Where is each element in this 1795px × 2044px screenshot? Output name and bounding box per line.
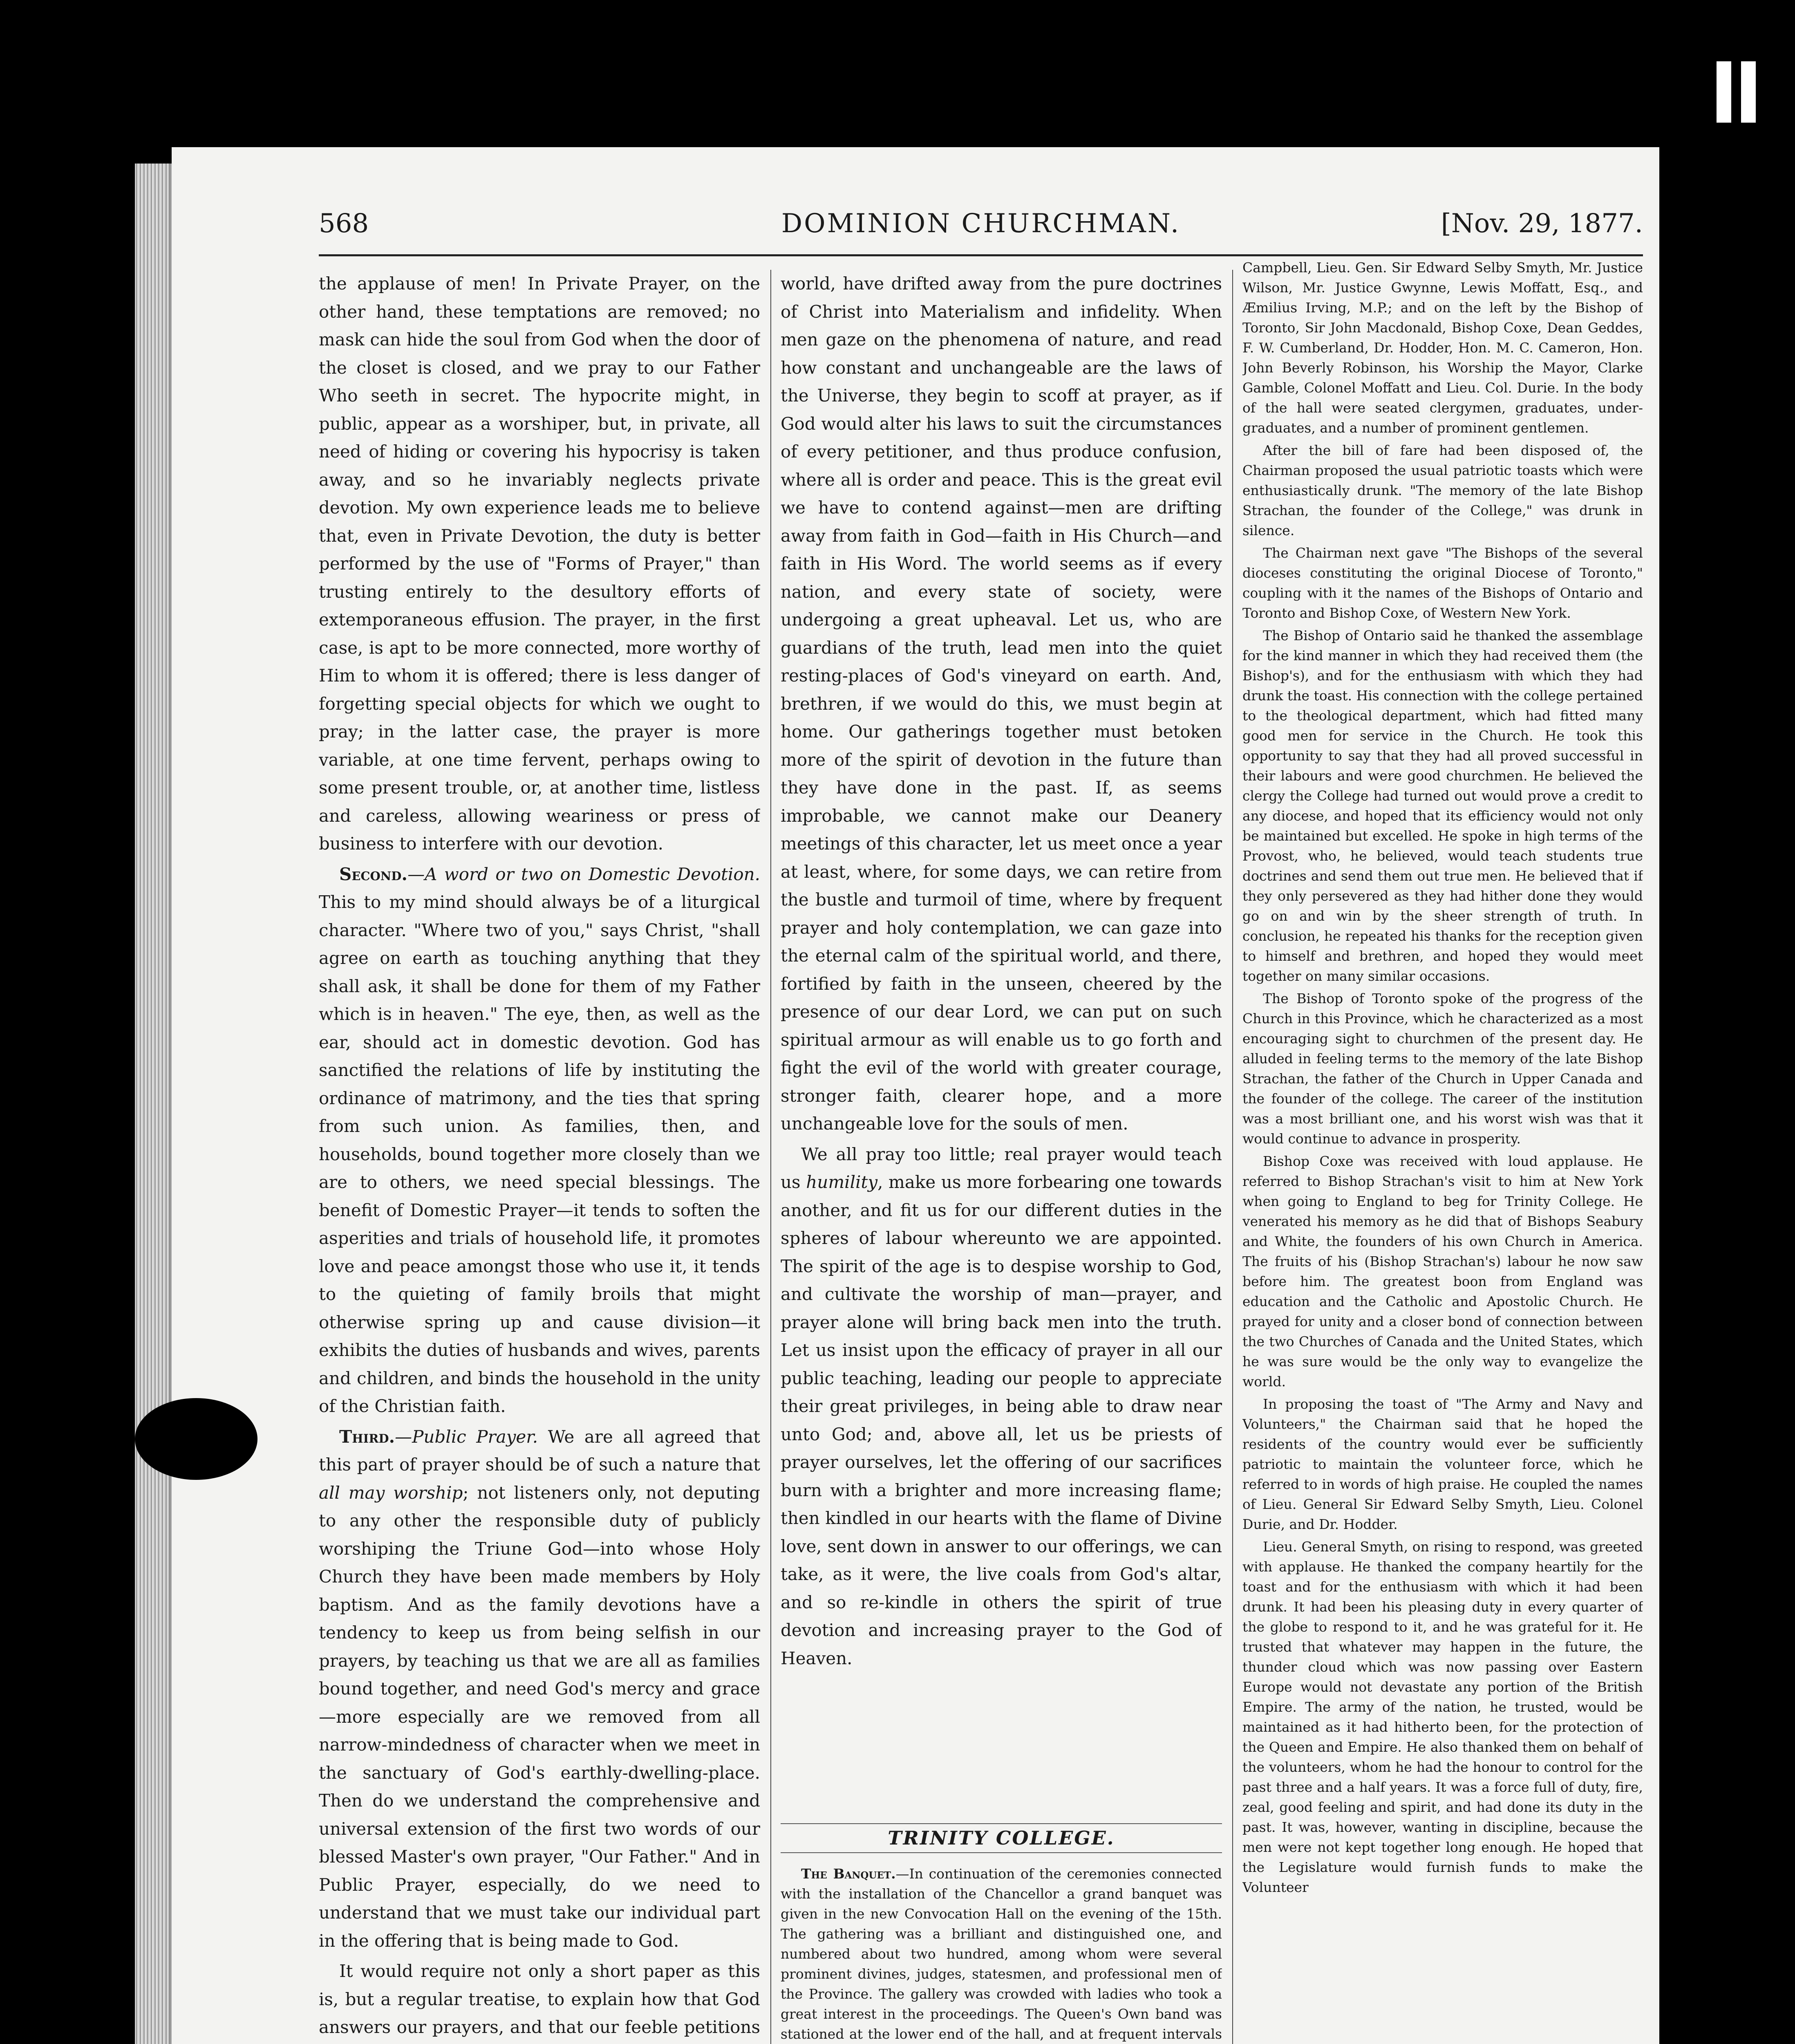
section-heading: Third. <box>339 1426 395 1447</box>
paragraph: The Chairman next gave "The Bishops of the several dioceses constituting the original Diocese of Toronto," coupling with it the names of the Bishops of Ontario and Toronto and Bishop Coxe, of Western New York. <box>1242 545 1643 621</box>
paragraph-text: ; not listeners only, not deputing to any other the responsible duty of publicly worshiping the Triune God—into whose Holy Church they have been made members by Holy baptism. And as the family devotions have a tendency to keep us from being selfish in our prayers, by teaching us that we are all as families bound together, and need God's mercy and grace—more especially are we removed from all narrow-mindedness of character when we meet in the sanctuary of God's earthly-dwelling-place. Then do we understand the comprehensive and universal extension of the first two words of our blessed Master's own prayer, "Our Father." And in Public Prayer, especially, do we need to understand that we must take our individual part in the offering that is being made to God. <box>319 1482 760 1951</box>
column-3 <box>1242 258 1643 2044</box>
paragraph: Bishop Coxe was received with loud applause. He referred to Bishop Strachan's visit to him at New York when going to England to beg for Trinity College. He venerated his memory as he did that of Bishops Seabury and White, the founders of his own Church in America. The fruits of his (Bishop Strachan's) labour he now saw before him. The greatest boon from England was education and the Catholic and Apostolic Church. He prayed for unity and a closer bond of connection between the two Churches of Canada and the United States, which he was sure would be the only way to evangelize the world. <box>1242 1153 1643 1390</box>
issue-date: [Nov. 29, 1877. <box>1441 208 1643 239</box>
paragraph: The Bishop of Toronto spoke of the progress of the Church in this Province, which he characterized as a most encouraging sight to churchmen of the present day. He alluded in feeling terms to the memory of the late Bishop Strachan, the father of the Church in Upper Canada and the founder of the college. The career of the institution was a most brilliant one, and his worst wish was that it would continue to advance in prosperity. <box>1242 991 1643 1147</box>
paragraph <box>319 1423 760 1955</box>
article-title: TRINITY COLLEGE. <box>781 1823 1222 1853</box>
section-subheading: —A word or two on Domestic Devotion. <box>407 864 760 884</box>
paragraph: It would require not only a short paper as this is, but a regular treatise, to explain how that God answers our prayers, and that our feeble petitions <box>319 1961 760 2037</box>
book-page-edges <box>135 164 172 2044</box>
column-1 <box>319 270 760 2044</box>
paragraph: After the bill of fare had been disposed of, the Chairman proposed the usual patriotic toasts which were enthusiastically drunk. "The memory of the late Bishop Strachan, the founder of the College," was drunk in silence. <box>1242 442 1643 538</box>
section-heading: The Banquet. <box>801 1866 896 1882</box>
film-edge-mark <box>1717 61 1731 123</box>
header-rule <box>319 254 1643 256</box>
paragraph <box>781 1864 1222 2044</box>
column-divider <box>770 270 771 2044</box>
trinity-college-article <box>781 1807 1222 2044</box>
paragraph-text: This to my mind should always be of a liturgical character. "Where two of you," says Christ, "shall agree on earth as touching anything that they shall ask, it shall be done for them of my Father which is in heaven." The eye, then, as well as the ear, should act in domestic devotion. God has sanctified the relations of life by instituting the ordinance of matrimony, and the ties that spring from such union. As families, then, and households, bound together more closely than we are to others, we need special blessings. The benefit of Domestic Prayer—it tends to soften the asperities and trials of household life, it promotes love and peace amongst those who use it, it tends to the quieting of family broils that might otherwise spring up and cause division—it exhibits the duties of husbands and wives, parents and children, and binds the household in the unity of the Christian faith. <box>319 892 760 1416</box>
paragraph-text: We are all agreed that this part of prayer should be of such a nature that <box>319 1426 760 1475</box>
paragraph: Campbell, Lieu. Gen. Sir Edward Selby Smyth, Mr. Justice Wilson, Mr. Justice Gwynne, Lewis Moffatt, Esq., and Æmilius Irving, M.P.; and on the left by the Bishop of Toronto, Sir John Macdonald, Bishop Coxe, Dean Geddes, F. W. Cumberland, Dr. Hodder, Hon. M. C. Cameron, Hon. John Beverly Robinson, his Worship the Mayor, Clarke Gamble, Colonel Moffatt and Lieu. Col. Durie. In the body of the hall were seated clergymen, graduates, under-graduates, and a number of prominent gentlemen. <box>1242 260 1643 436</box>
paragraph <box>781 1141 1222 1673</box>
masthead: DOMINION CHURCHMAN. <box>781 208 1181 239</box>
film-edge-mark <box>1741 61 1756 123</box>
column-2 <box>781 270 1222 1675</box>
section-heading: Second. <box>339 864 408 884</box>
page-number: 568 <box>319 208 369 239</box>
paragraph-text: , make us more forbearing one towards another, and fit us for our different duties in the spheres of labour whereunto we are appointed. The spirit of the age is to despise worship to God, and cultivate the worship of man—prayer, and prayer alone will bring back men into the truth. Let us insist upon the efficacy of prayer in all our public teaching, leading our people to appreciate their great privileges, in being able to draw near unto God; and, above all, let us be priests of prayer ourselves, let the offering of our sacrifices burn with a brighter and more increasing flame; then kindled in our hearts with the flame of Divine love, sent down in answer to our offerings, we can take, as it were, the live coals from God's altar, and so re-kindle in others the spirit of true devotion and increasing prayer to the God of Heaven. <box>781 1172 1222 1668</box>
section-subheading: —Public Prayer. <box>395 1426 538 1447</box>
emphasis: humility <box>806 1172 878 1192</box>
paragraph: Lieu. General Smyth, on rising to respond, was greeted with applause. He thanked the company heartily for the toast and for the enthusiasm with which it had been drunk. It had been his pleasing duty in every quarter of the globe to respond to it, and he was grateful for it. He trusted that whatever may happen in the future, the thunder cloud which was now passing over Eastern Europe would not devastate any portion of the British Empire. The army of the nation, he trusted, would be maintained as it had hitherto been, for the protection of the Queen and Empire. He also thanked them on behalf of the volunteers, whom he had the honour to control for the past three and a half years. It was a force full of duty, fire, zeal, good feeling and spirit, and had done its duty in the past. It was, however, wanting in discipline, because the men were not kept together long enough. He hoped that the Legislature would furnish funds to make the Volunteer <box>1242 1539 1643 1895</box>
newspaper-page <box>172 147 1659 2044</box>
paragraph: world, have drifted away from the pure doctrines of Christ into Materialism and infidelity. When men gaze on the phenomena of nature, and read how constant and unchangeable are the laws of the Universe, they begin to scoff at prayer, as if God would alter his laws to suit the circumstances of every petitioner, and thus produce confusion, where all is order and peace. This is the great evil we have to contend against—men are drifting away from faith in God—faith in His Church—and faith in His Word. The world seems as if every nation, and every state of society, were undergoing a great upheaval. Let us, who are guardians of the truth, lead men into the quiet resting-places of God's vineyard on earth. And, brethren, if we would do this, we must begin at home. Our gatherings together must betoken more of the spirit of devotion in the future than they have done in the past. If, as seems improbable, we cannot make our Deanery meetings of this character, let us meet once a year at least, where, for some days, we can retire from the bustle and turmoil of time, where by frequent prayer and holy contemplation, we can gaze into the eternal calm of the spiritual world, and there, fortified by faith in the unseen, cheered by the presence of our dear Lord, we can put on such spiritual armour as will enable us to go forth and fight the evil of the world with greater courage, stronger faith, clearer hope, and a more unchangeable love for the souls of men. <box>781 273 1222 1134</box>
paragraph: In proposing the toast of "The Army and Navy and Volunteers," the Chairman said that he hoped the residents of the country would ever be sufficiently patriotic to maintain the volunteer force, which he referred to in words of high praise. He coupled the names of Lieu. General Sir Edward Selby Smyth, Lieu. Colonel Durie, and Dr. Hodder. <box>1242 1396 1643 1532</box>
paragraph: the applause of men! In Private Prayer, on the other hand, these temptations are removed; no mask can hide the soul from God when the door of the closet is closed, and we pray to our Father Who seeth in secret. The hypocrite might, in public, appear as a worshiper, but, in private, all need of hiding or covering his hypocrisy is taken away, and so he invariably neglects private devotion. My own experience leads me to believe that, even in Private Devotion, the duty is better performed by the use of "Forms of Prayer," than trusting entirely to the desultory efforts of extemporaneous effusion. The prayer, in the first case, is apt to be more connected, more worthy of Him to whom it is offered; there is less danger of forgetting special objects for which we ought to pray; in the latter case, the prayer is more variable, at one time fervent, perhaps owing to some present trouble, or, at another time, listless and careless, allowing weariness or press of business to interfere with our devotion. <box>319 273 760 854</box>
emphasis: all may worship <box>319 1482 463 1503</box>
paragraph: The Bishop of Ontario said he thanked the assemblage for the kind manner in which they had received them (the Bishop's), and for the enthusiasm with which they had drunk the toast. His connection with the college pertained to the theological department, which had fitted many good men for service in the Church. He took this opportunity to say that they had all proved successful in their labours and were good churchmen. He believed the clergy the College had turned out would prove a credit to any diocese, and hoped that its efficiency would not only be maintained but excelled. He spoke in high terms of the Provost, who, he believed, would teach students true doctrines and send them out true men. He believed that if they only persevered as they had hither done they would go on and win by the sheer strength of truth. In conclusion, he repeated his thanks for the reception given to himself and brethren, and hoped they would meet together on many similar occasions. <box>1242 628 1643 984</box>
paragraph-text: —In continuation of the ceremonies connected with the installation of the Chancellor a grand banquet was given in the new Convocation Hall on the evening of the 15th. The gathering was a brilliant and distinguished one, and numbered about two hundred, among whom were several prominent divines, judges, statesmen, and professional men of the Province. The gallery was crowded with ladies who took a great interest in the proceedings. The Queen's Own band was stationed at the lower end of the hall, and at frequent intervals <box>781 1866 1222 2042</box>
paragraph-text: We all pray too little; real prayer would teach us <box>781 1144 1222 1192</box>
scanner-thumb-shadow <box>135 1398 257 1480</box>
paragraph <box>319 861 760 1421</box>
page-header <box>319 208 1643 253</box>
column-divider <box>1232 270 1233 2044</box>
